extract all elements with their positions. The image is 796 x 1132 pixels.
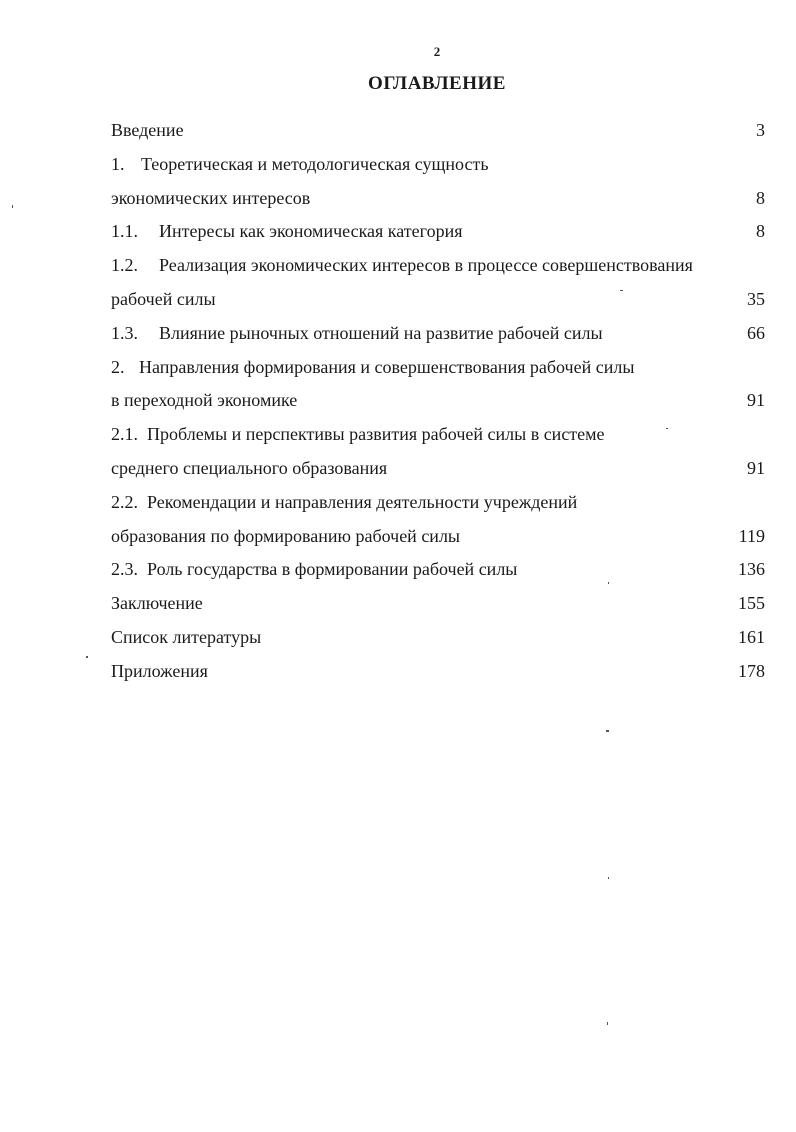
toc-entry-title: Список литературы — [111, 626, 262, 647]
toc-entry-text — [111, 354, 634, 380]
scan-speck — [608, 877, 609, 879]
toc-entry — [111, 455, 765, 489]
toc-entry-number: 2.1. — [111, 424, 138, 445]
toc-entry — [111, 624, 765, 658]
page-title: ОГЛАВЛЕНИЕ — [368, 73, 506, 94]
scan-speck — [666, 428, 668, 429]
toc-entry-text — [111, 252, 693, 278]
toc-entry — [111, 117, 765, 151]
toc-entry — [111, 658, 765, 692]
toc-entry — [111, 523, 765, 557]
toc-entry — [111, 286, 765, 320]
toc-entry-text — [111, 387, 297, 413]
toc-entry-title: среднего специального образования — [111, 457, 388, 478]
toc-entry-text — [111, 286, 216, 312]
toc-entry-title: Реализация экономических интересов в процессе совершенствования — [159, 255, 693, 276]
toc-entry-number: 2.3. — [111, 559, 138, 580]
toc-entry-text — [111, 658, 208, 684]
toc-entry — [111, 387, 765, 421]
toc-entry-page: 3 — [756, 120, 765, 140]
toc-entry — [111, 556, 765, 590]
toc-entry — [111, 354, 765, 388]
toc-entry-text — [111, 320, 603, 346]
toc-entry-title: Направления формирования и совершенствования рабочей силы — [139, 356, 635, 377]
toc-entry — [111, 590, 765, 624]
toc-entry-page: 161 — [738, 626, 765, 647]
toc-entry-page: 8 — [756, 221, 765, 242]
toc-entry-title: Проблемы и перспективы развития рабочей силы в системе — [147, 424, 605, 445]
toc-entry-page: 136 — [738, 559, 765, 580]
toc-entry-text — [111, 455, 387, 481]
toc-entry-text — [111, 489, 577, 515]
toc-entry — [111, 320, 765, 354]
scan-speck — [12, 205, 13, 208]
toc-entry-page: 91 — [747, 457, 765, 478]
toc-entry-number: 2.2. — [111, 491, 138, 512]
toc-entry-number: 1. — [111, 153, 125, 174]
toc-entry-page: 91 — [747, 390, 765, 411]
scan-speck — [620, 290, 623, 291]
toc-entry-title: Введение — [111, 120, 184, 140]
toc-entry-page: 8 — [756, 187, 765, 208]
toc-entry-page: 119 — [738, 525, 765, 546]
table-of-contents — [111, 117, 765, 692]
toc-entry-text — [111, 421, 605, 447]
toc-entry-number: 2. — [111, 356, 125, 377]
toc-entry — [111, 185, 765, 219]
toc-entry-text — [111, 556, 517, 582]
toc-entry-text — [111, 523, 460, 549]
toc-entry-page: 155 — [738, 593, 765, 614]
toc-entry-text — [111, 624, 261, 650]
toc-entry-title: экономических интересов — [111, 187, 311, 208]
toc-entry-title: Роль государства в формировании рабочей силы — [147, 559, 518, 580]
toc-entry-number: 1.3. — [111, 322, 138, 343]
toc-entry-text — [111, 151, 489, 177]
toc-entry-title: Приложения — [111, 660, 208, 681]
toc-entry-text — [111, 117, 184, 143]
toc-entry-title: Заключение — [111, 593, 203, 614]
toc-entry — [111, 489, 765, 523]
toc-entry — [111, 151, 765, 185]
toc-entry-title: Интересы как экономическая категория — [159, 221, 463, 242]
scan-speck — [606, 730, 609, 732]
toc-entry-title: Теоретическая и методологическая сущность — [141, 153, 489, 174]
toc-entry — [111, 421, 765, 455]
toc-entry-number: 1.1. — [111, 221, 138, 242]
toc-entry-number: 1.2. — [111, 255, 138, 276]
page-number: 2 — [433, 44, 441, 59]
toc-entry-title: рабочей силы — [111, 288, 216, 309]
scan-speck — [607, 1022, 608, 1025]
toc-entry-page: 178 — [738, 660, 765, 681]
scan-speck — [86, 656, 88, 658]
toc-entry — [111, 252, 765, 286]
toc-entry-title: образования по формированию рабочей силы — [111, 525, 461, 546]
toc-entry-text — [111, 185, 310, 211]
toc-entry-title: Рекомендации и направления деятельности учреждений — [147, 491, 578, 512]
toc-entry-page: 66 — [747, 322, 765, 343]
toc-entry-page: 35 — [747, 288, 765, 309]
toc-entry — [111, 218, 765, 252]
toc-entry-title: в переходной экономике — [111, 390, 298, 411]
toc-entry-text — [111, 218, 463, 244]
scan-speck — [608, 582, 609, 584]
toc-entry-text — [111, 590, 203, 616]
toc-entry-title: Влияние рыночных отношений на развитие рабочей силы — [159, 322, 603, 343]
